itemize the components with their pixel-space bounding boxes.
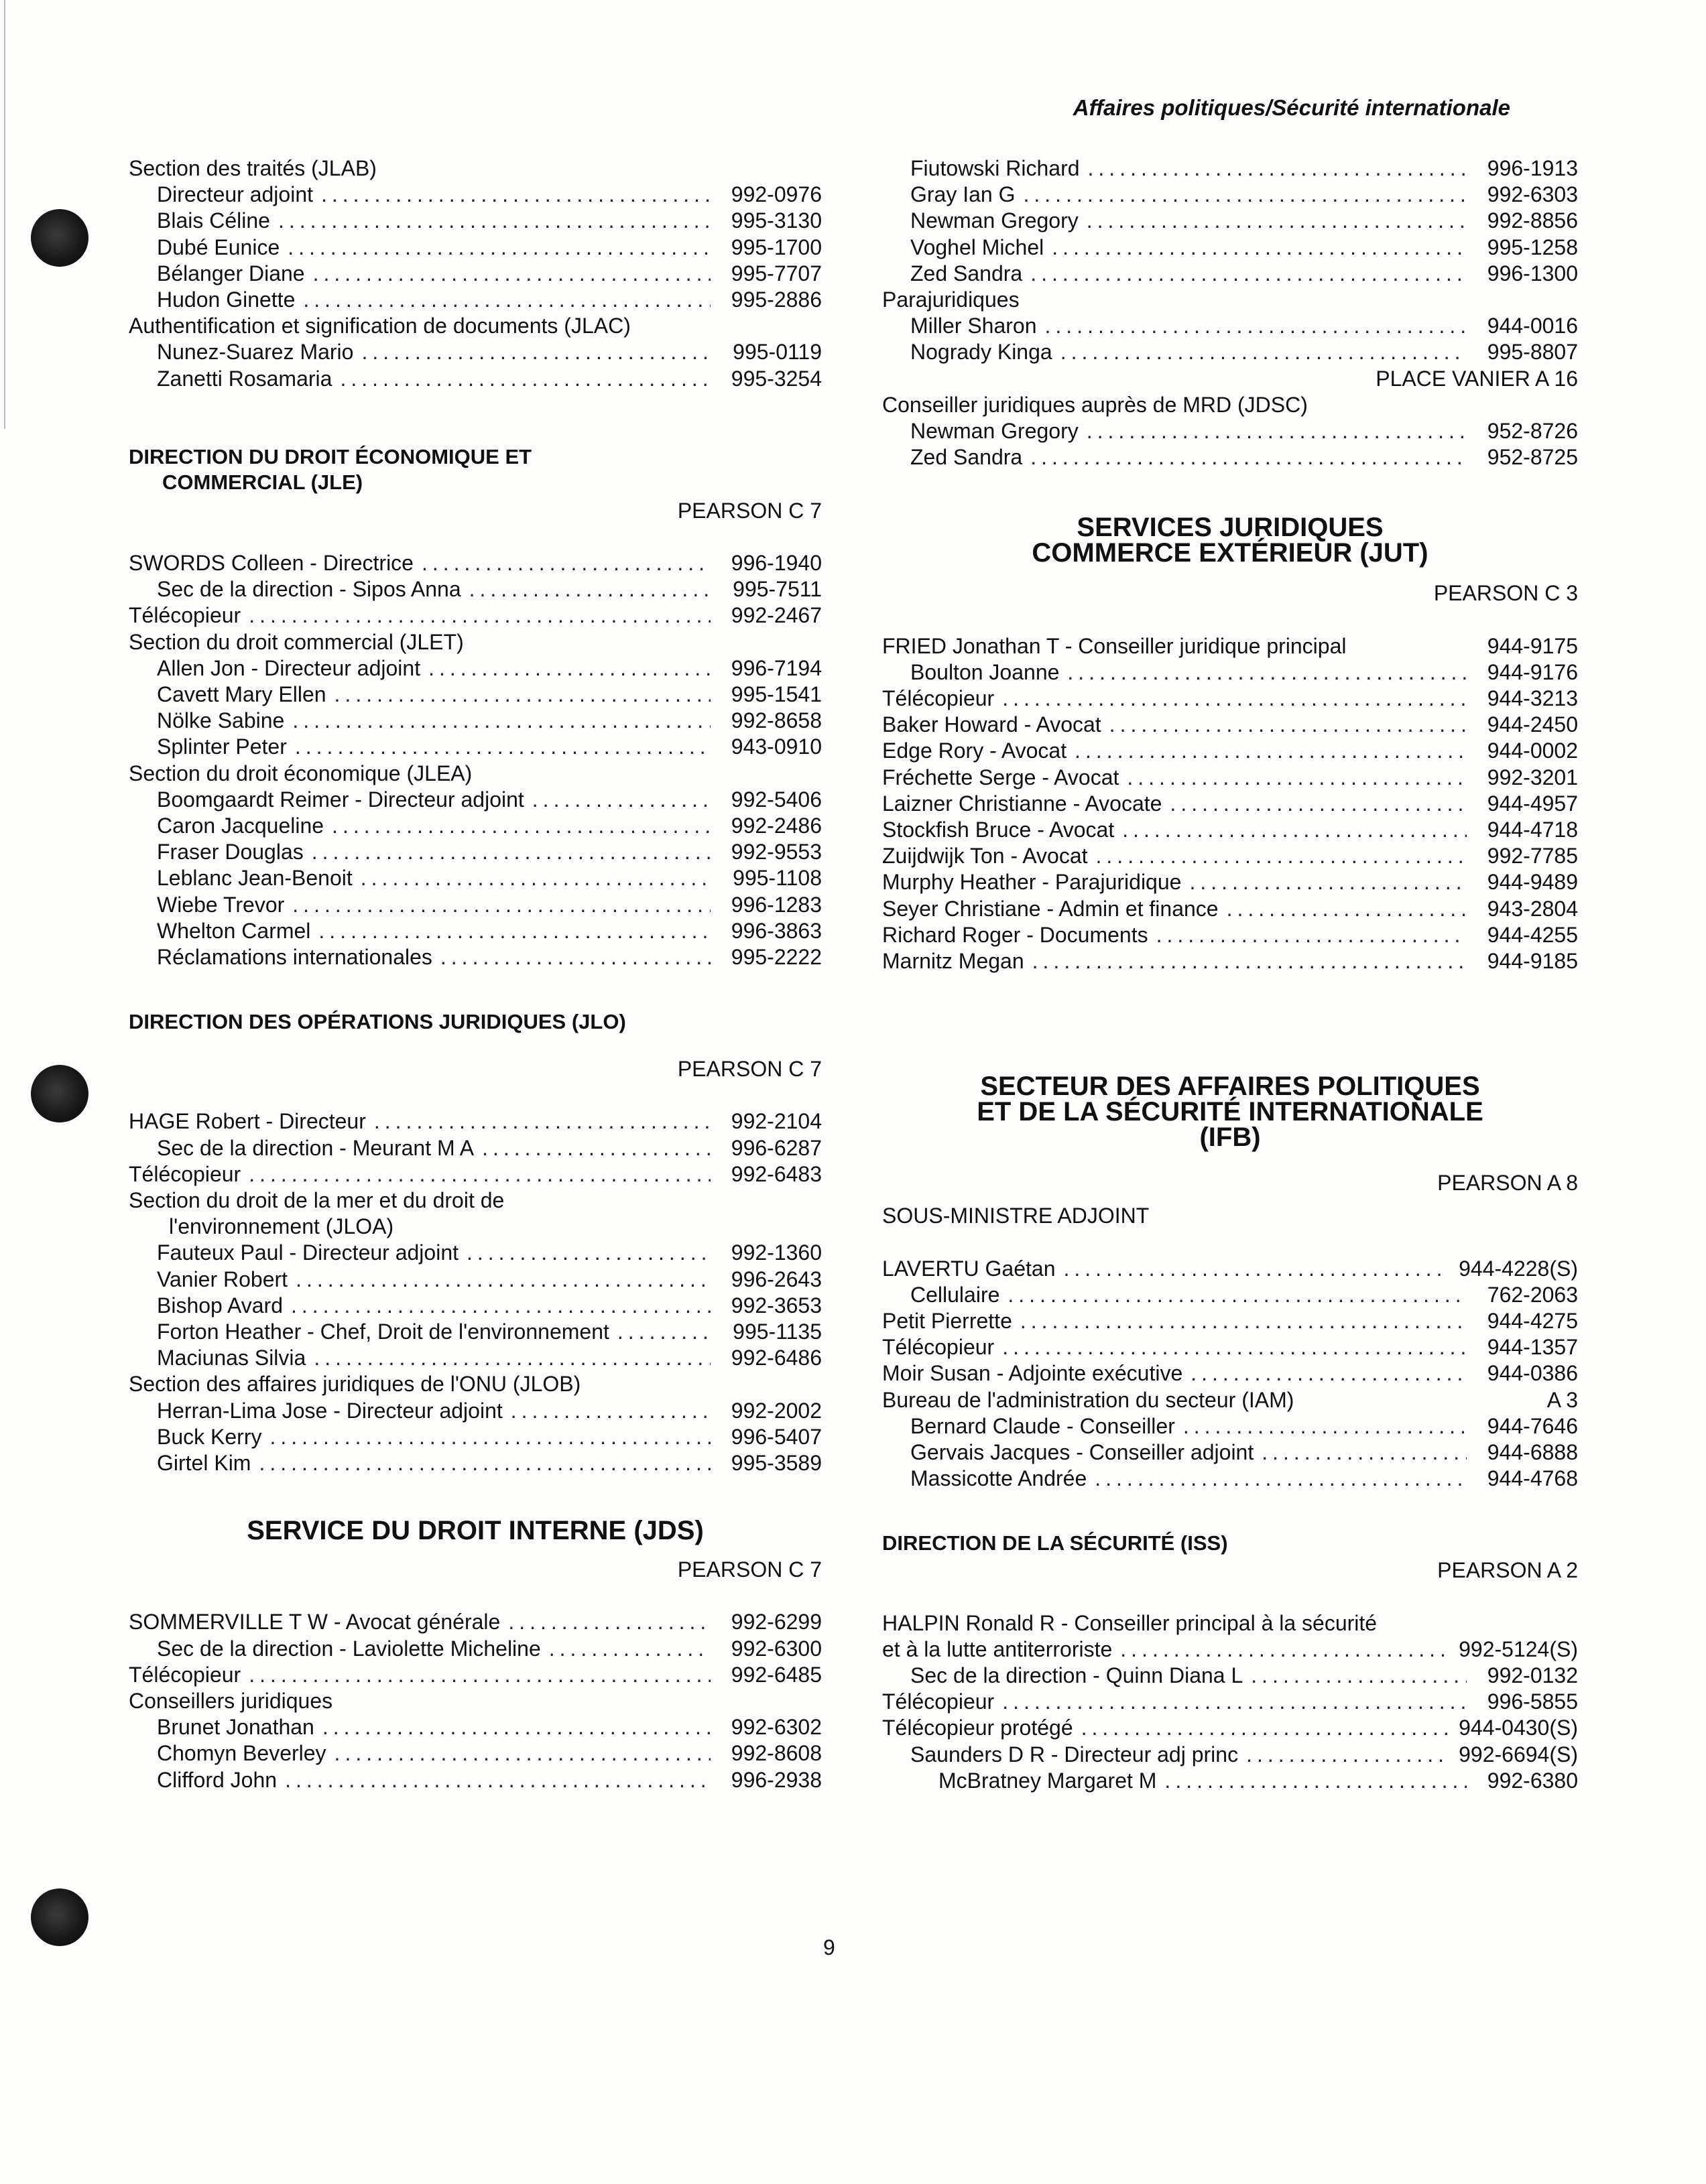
- directory-entry: [882, 817, 1578, 843]
- entry-list: [882, 155, 1578, 287]
- dot-leader: [1156, 922, 1467, 948]
- dot-leader: [1075, 738, 1467, 764]
- entry-phone: 996-2643: [731, 1267, 822, 1291]
- entry-phone: 996-1283: [731, 892, 822, 917]
- scan-edge: [4, 0, 5, 429]
- entry-phone: 992-8608: [731, 1741, 822, 1766]
- entry-phone: 944-7646: [1487, 1413, 1578, 1438]
- dot-leader: [321, 182, 711, 208]
- entry-name: Marnitz Megan: [882, 948, 1024, 973]
- directorate-title: DIRECTION DE LA SÉCURITÉ (ISS): [882, 1531, 1228, 1555]
- entry-name: Boomgaardt Reimer - Directeur adjoint: [157, 787, 524, 812]
- directory-entry: [129, 865, 822, 891]
- directory-entry: et à la lutte antiterroriste ..... 992-5124(S): [882, 1636, 1578, 1663]
- dot-leader: [313, 261, 711, 287]
- entry-phone: 992-2486: [731, 813, 822, 838]
- dot-leader: [332, 813, 711, 839]
- dot-leader: [1087, 418, 1467, 444]
- directory-entry: [129, 339, 822, 365]
- entry-name: Zanetti Rosamaria: [157, 366, 332, 391]
- entry-phone: 952-8725: [1487, 445, 1578, 470]
- entry-phone: 996-2938: [731, 1767, 822, 1792]
- directory-entry: [129, 1319, 822, 1345]
- entry-name: Télécopieur: [882, 686, 995, 710]
- entry-list: [129, 1714, 822, 1793]
- punch-hole: [31, 1065, 88, 1122]
- dot-leader: [1045, 313, 1467, 339]
- directory-entry: Télécopieur ..... 992-6483: [129, 1161, 822, 1187]
- directory-entry: [882, 339, 1578, 365]
- entry-name: Herran-Lima Jose - Directeur adjoint: [157, 1398, 503, 1423]
- location: PEARSON A 8: [1437, 1171, 1578, 1196]
- entry-name: Stockfish Bruce - Avocat: [882, 817, 1115, 842]
- dot-leader: [1088, 155, 1467, 182]
- entry-name: Nunez-Suarez Mario: [157, 340, 354, 365]
- entry-phone: 995-3254: [731, 366, 822, 391]
- dot-leader: [1189, 869, 1467, 895]
- dot-leader: [291, 1293, 711, 1319]
- dot-leader: [1030, 444, 1467, 470]
- entry-phone: 995-7707: [731, 261, 822, 285]
- dot-leader: [1095, 1466, 1467, 1492]
- directory-entry: [129, 918, 822, 944]
- dot-leader: [322, 1714, 711, 1740]
- dot-leader: [312, 839, 711, 865]
- directory-entry: [882, 843, 1578, 869]
- directory-entry: [882, 869, 1578, 895]
- entry-phone: 995-3589: [731, 1450, 822, 1475]
- entry-name: Nogrady Kinga: [910, 340, 1052, 365]
- dot-leader: [1227, 896, 1467, 922]
- entry-name: Fauteux Paul - Directeur adjoint: [157, 1240, 459, 1265]
- directory-entry: [882, 418, 1578, 444]
- entry-phone: 995-3130: [731, 208, 822, 233]
- entry-name: Bishop Avard: [157, 1293, 283, 1318]
- directory-entry: [882, 155, 1578, 182]
- entry-name: Bernard Claude - Conseiller: [910, 1413, 1175, 1438]
- entry-phone: 995-1541: [731, 682, 822, 706]
- directory-entry: [129, 1714, 822, 1740]
- dot-leader: [1024, 182, 1467, 208]
- directory-entry: FRIED Jonathan T - Conseiller juridique principal 944-9175: [882, 633, 1578, 658]
- dot-leader: [292, 708, 711, 734]
- entry-name: Splinter Peter: [157, 734, 287, 759]
- entry-name: Cavett Mary Ellen: [157, 682, 326, 706]
- entry-phone: 944-4718: [1487, 817, 1578, 842]
- dot-leader: [295, 734, 711, 760]
- directory-entry: [129, 208, 822, 234]
- entry-name: Whelton Carmel: [157, 918, 311, 943]
- entry-phone: 943-2804: [1487, 896, 1578, 921]
- directory-entry: [129, 1240, 822, 1266]
- dot-leader: [303, 287, 711, 313]
- directory-entry: [882, 313, 1578, 339]
- entry-phone: 992-3653: [731, 1293, 822, 1318]
- directory-entry: Sec de la direction - Sipos Anna ..... 995-7511: [129, 576, 822, 602]
- entry-name: Petit Pierrette: [882, 1309, 1012, 1333]
- entry-phone: 944-1357: [1487, 1335, 1578, 1360]
- dot-leader: [1032, 948, 1467, 974]
- directory-entry: [882, 686, 1578, 712]
- entry-name: Miller Sharon: [910, 314, 1037, 338]
- directory-entry: [882, 1360, 1578, 1387]
- entry-list: [882, 313, 1578, 365]
- directory-entry: Saunders D R - Directeur adj princ ..... 992-6694(S): [882, 1742, 1578, 1768]
- entry-name: Zed Sandra: [910, 445, 1023, 470]
- directory-entry: [129, 655, 822, 682]
- directory-entry: [882, 1413, 1578, 1439]
- running-header: Affaires politiques/Sécurité internationale: [1073, 95, 1510, 120]
- entry-name: Maciunas Silvia: [157, 1346, 306, 1370]
- directory-entry: Bureau de l'administration du secteur (IAM) A 3: [882, 1387, 1578, 1412]
- entry-name: Nölke Sabine: [157, 708, 285, 733]
- entry-phone: 995-1135: [733, 1319, 822, 1344]
- entry-phone: 992-1360: [731, 1240, 822, 1265]
- directory-entry: [882, 738, 1578, 764]
- dot-leader: [1087, 208, 1467, 234]
- entry-phone: 944-0016: [1487, 314, 1578, 338]
- sector-title: (IFB): [1199, 1122, 1261, 1153]
- entry-name: Gray Ian G: [910, 182, 1016, 207]
- location: PEARSON C 7: [677, 1057, 822, 1082]
- entry-phone: 995-2222: [731, 944, 822, 969]
- directory-entry: [129, 682, 822, 708]
- entry-phone: 992-5406: [731, 787, 822, 812]
- dot-leader: [617, 1319, 711, 1345]
- directory-entry: [882, 208, 1578, 234]
- directory-entry: Télécopieur protégé ..... 944-0430(S): [882, 1715, 1578, 1741]
- entry-name: Voghel Michel: [910, 235, 1044, 259]
- entry-name: Télécopieur: [882, 1335, 995, 1360]
- entry-list: [129, 1398, 822, 1477]
- entry-name: Laizner Christianne - Avocate: [882, 791, 1162, 816]
- entry-phone: 992-8856: [1487, 208, 1578, 233]
- directory-entry: [129, 1267, 822, 1293]
- entry-list: [129, 339, 822, 391]
- dot-leader: [1020, 1308, 1467, 1334]
- directory-entry: LAVERTU Gaétan ..... 944-4228(S): [882, 1256, 1578, 1282]
- dot-leader: [1122, 817, 1467, 843]
- section-title: Section du droit économique (JLEA): [129, 761, 473, 785]
- entry-name: Gervais Jacques - Conseiller adjoint: [910, 1439, 1254, 1464]
- section-title: SOUS-MINISTRE ADJOINT: [882, 1204, 1150, 1228]
- directory-entry: Sec de la direction - Meurant M A ..... 996-6287: [129, 1135, 822, 1161]
- location: PEARSON C 7: [677, 498, 822, 523]
- directory-entry: [882, 948, 1578, 974]
- entry-name: Caron Jacqueline: [157, 813, 324, 838]
- directory-entry: [129, 892, 822, 918]
- directory-entry: [882, 1466, 1578, 1492]
- entry-name: Leblanc Jean-Benoit: [157, 866, 353, 891]
- right-column: [882, 155, 1578, 1794]
- entry-name: Baker Howard - Avocat: [882, 712, 1101, 737]
- entry-phone: 995-8807: [1487, 340, 1578, 365]
- dot-leader: [278, 208, 711, 234]
- dot-leader: [361, 339, 711, 365]
- directory-entry: [129, 734, 822, 760]
- entry-phone: 944-0386: [1487, 1361, 1578, 1386]
- directory-entry: [129, 182, 822, 208]
- entry-phone: 944-2450: [1487, 712, 1578, 737]
- directory-entry: [129, 787, 822, 813]
- location: PEARSON A 2: [1437, 1558, 1578, 1583]
- service-title: COMMERCE EXTÉRIEUR (JUT): [1032, 538, 1428, 568]
- directory-entry: [882, 922, 1578, 948]
- entry-name: Clifford John: [157, 1767, 278, 1792]
- directory-entry: [882, 235, 1578, 261]
- entry-list: [882, 418, 1578, 470]
- dot-leader: [1183, 1413, 1467, 1439]
- section-title: Section des affaires juridiques de l'ONU (JLOB): [129, 1372, 581, 1397]
- directory-entry: [882, 896, 1578, 922]
- directory-entry: Télécopieur ..... 992-6485: [129, 1662, 822, 1688]
- entry-phone: 995-2886: [731, 287, 822, 312]
- dot-leader: [428, 655, 711, 682]
- entry-name: Edge Rory - Avocat: [882, 738, 1067, 763]
- directory-entry: [882, 791, 1578, 817]
- entry-phone: 944-9489: [1487, 870, 1578, 895]
- entry-phone: 992-7785: [1487, 844, 1578, 869]
- directory-entry: [129, 839, 822, 865]
- directory-entry: McBratney Margaret M ..... 992-6380: [882, 1768, 1578, 1794]
- service-title: SERVICE DU DROIT INTERNE (JDS): [247, 1516, 704, 1546]
- dot-leader: [269, 1424, 711, 1450]
- directory-entry: [129, 1293, 822, 1319]
- dot-leader: [511, 1398, 711, 1424]
- entry-name: Brunet Jonathan: [157, 1715, 314, 1740]
- entry-phone: 943-0910: [731, 734, 822, 759]
- directorate-title: DIRECTION DU DROIT ÉCONOMIQUE ET: [129, 444, 532, 468]
- entry-phone: 992-2002: [731, 1398, 822, 1423]
- entry-phone: 992-3201: [1487, 765, 1578, 789]
- entry-phone: 995-0119: [733, 340, 822, 365]
- entry-name: Girtel Kim: [157, 1450, 251, 1475]
- entry-name: Dubé Eunice: [157, 235, 280, 259]
- dot-leader: [1170, 791, 1467, 817]
- entry-name: Richard Roger - Documents: [882, 922, 1148, 947]
- entry-list: [129, 655, 822, 761]
- punch-hole: [31, 209, 88, 267]
- entry-name: Zed Sandra: [910, 261, 1023, 285]
- section-title: Conseillers juridiques: [129, 1689, 333, 1713]
- dot-leader: [361, 865, 711, 891]
- entry-list: [882, 686, 1578, 974]
- sector-title: ET DE LA SÉCURITÉ INTERNATIONALE: [977, 1097, 1483, 1127]
- entry-name: Massicotte Andrée: [910, 1466, 1087, 1491]
- directory-entry: [129, 1398, 822, 1424]
- section-title: Section des traités (JLAB): [129, 156, 377, 180]
- directory-entry: [129, 261, 822, 287]
- entry-name: Vanier Robert: [157, 1267, 288, 1291]
- entry-phone: 992-9553: [731, 840, 822, 864]
- entry-name: Newman Gregory: [910, 418, 1079, 443]
- entry-phone: 992-6486: [731, 1346, 822, 1370]
- dot-leader: [292, 892, 711, 918]
- dot-leader: [340, 366, 711, 392]
- dot-leader: [1030, 261, 1467, 287]
- sector-title: SECTEUR DES AFFAIRES POLITIQUES: [980, 1072, 1480, 1102]
- directory-entry: [882, 765, 1578, 791]
- directory-entry: [882, 182, 1578, 208]
- dot-leader: [1002, 686, 1467, 712]
- entry-name: Fiutowski Richard: [910, 156, 1080, 180]
- entry-name: Murphy Heather - Parajuridique: [882, 870, 1182, 895]
- entry-list: [129, 1240, 822, 1371]
- directory-entry: [129, 1767, 822, 1793]
- entry-phone: 996-7194: [731, 655, 822, 680]
- entry-name: Wiebe Trevor: [157, 892, 285, 917]
- entry-phone: 944-4255: [1487, 922, 1578, 947]
- dot-leader: [285, 1767, 711, 1793]
- directory-entry: SWORDS Colleen - Directrice ..... 996-1940: [129, 550, 822, 576]
- section-title: l'environnement (JLOA): [169, 1214, 394, 1239]
- entry-phone: 995-1108: [733, 866, 822, 891]
- dot-leader: [314, 1345, 711, 1371]
- directory-entry: SOMMERVILLE T W - Avocat générale ..... 992-6299: [129, 1609, 822, 1635]
- dot-leader: [318, 918, 711, 944]
- entry-name: Allen Jon - Directeur adjoint: [157, 655, 421, 680]
- entry-phone: 992-8658: [731, 708, 822, 733]
- entry-list: [129, 787, 822, 970]
- section-title: Parajuridiques: [882, 287, 1020, 312]
- dot-leader: [1096, 843, 1467, 869]
- dot-leader: [1052, 235, 1467, 261]
- location: PLACE VANIER A 16: [1376, 366, 1578, 391]
- directory-entry: [129, 1450, 822, 1476]
- directory-entry: [882, 261, 1578, 287]
- directory-entry: [129, 366, 822, 392]
- entry-name: Moir Susan - Adjointe exécutive: [882, 1361, 1183, 1386]
- section-title: Section du droit commercial (JLET): [129, 629, 464, 654]
- entry-name: Seyer Christiane - Admin et finance: [882, 896, 1219, 921]
- dot-leader: [1191, 1360, 1467, 1387]
- entry-phone: 996-1300: [1487, 261, 1578, 285]
- entry-name: Directeur adjoint: [157, 182, 313, 207]
- dot-leader: [334, 1740, 711, 1767]
- entry-list: [882, 1413, 1578, 1492]
- directory-entry: [129, 1345, 822, 1371]
- entry-phone: 944-6888: [1487, 1439, 1578, 1464]
- location: PEARSON C 3: [1433, 581, 1578, 606]
- dot-leader: [288, 235, 711, 261]
- punch-hole: [31, 1888, 88, 1946]
- entry-phone: 952-8726: [1487, 418, 1578, 443]
- dot-leader: [1127, 765, 1467, 791]
- entry-phone: 995-1258: [1487, 235, 1578, 259]
- entry-list: [882, 1308, 1578, 1387]
- directory-entry: Sec de la direction - Quinn Diana L ..... 992-0132: [882, 1663, 1578, 1689]
- directory-entry: [129, 235, 822, 261]
- left-column: [129, 155, 822, 1793]
- entry-name: Réclamations internationales: [157, 944, 432, 969]
- entry-name: Blais Céline: [157, 208, 270, 233]
- page-number: 9: [823, 1935, 835, 1960]
- directory-entry: [882, 712, 1578, 738]
- directory-entry: HAGE Robert - Directeur ..... 992-2104: [129, 1108, 822, 1135]
- entry-phone: 996-5407: [731, 1424, 822, 1449]
- entry-name: Newman Gregory: [910, 208, 1079, 233]
- directory-entry: [882, 1439, 1578, 1466]
- dot-leader: [1002, 1334, 1467, 1360]
- dot-leader: [334, 682, 711, 708]
- directory-entry: [129, 1740, 822, 1767]
- entry-phone: 992-6302: [731, 1715, 822, 1740]
- directorate-title: DIRECTION DES OPÉRATIONS JURIDIQUES (JLO): [129, 1010, 626, 1034]
- section-title: Authentification et signification de documents (JLAC): [129, 314, 631, 338]
- section-title: Section du droit de la mer et du droit de: [129, 1188, 505, 1212]
- entry-name: Buck Kerry: [157, 1424, 262, 1449]
- dot-leader: [440, 944, 711, 970]
- entry-phone: 992-0976: [731, 182, 822, 207]
- entry-phone: 992-6303: [1487, 182, 1578, 207]
- entry-name: Bélanger Diane: [157, 261, 305, 285]
- directory-entry: [129, 813, 822, 839]
- directory-entry: Télécopieur ..... 992-2467: [129, 602, 822, 629]
- entry-phone: 944-4957: [1487, 791, 1578, 816]
- dot-leader: [1262, 1439, 1467, 1466]
- directory-entry: Télécopieur ..... 996-5855: [882, 1689, 1578, 1715]
- directory-entry: [129, 944, 822, 970]
- directory-entry: [882, 1334, 1578, 1360]
- dot-leader: [467, 1240, 711, 1266]
- dot-leader: [1060, 339, 1467, 365]
- entry-phone: 995-1700: [731, 235, 822, 259]
- entry-phone: 944-4275: [1487, 1309, 1578, 1333]
- entry-phone: 944-4768: [1487, 1466, 1578, 1491]
- entry-name: Fréchette Serge - Avocat: [882, 765, 1119, 789]
- entry-phone: 944-0002: [1487, 738, 1578, 763]
- entry-name: Forton Heather - Chef, Droit de l'environnement: [157, 1319, 609, 1344]
- entry-name: Chomyn Beverley: [157, 1741, 326, 1766]
- service-title: SERVICES JURIDIQUES: [1077, 513, 1384, 543]
- section-title: Conseiller juridiques auprès de MRD (JDSC): [882, 392, 1308, 417]
- entry-list: [129, 182, 822, 313]
- dot-leader: [532, 787, 711, 813]
- directory-entry: Boulton Joanne ..... 944-9176: [882, 659, 1578, 686]
- dot-leader: [259, 1450, 711, 1476]
- directory-entry: [882, 1308, 1578, 1334]
- directory-entry: [129, 708, 822, 734]
- location: PEARSON C 7: [677, 1557, 822, 1582]
- entry-phone: 996-3863: [731, 918, 822, 943]
- entry-name: Fraser Douglas: [157, 840, 304, 864]
- dot-leader: [1109, 712, 1467, 738]
- entry-name: Hudon Ginette: [157, 287, 296, 312]
- directory-entry: [129, 287, 822, 313]
- directory-entry: [129, 1424, 822, 1450]
- directory-entry: HALPIN Ronald R - Conseiller principal à la sécurité: [882, 1610, 1378, 1635]
- entry-phone: 944-9185: [1487, 948, 1578, 973]
- dot-leader: [296, 1267, 711, 1293]
- directory-entry: [882, 444, 1578, 470]
- entry-phone: 996-1913: [1487, 156, 1578, 180]
- directory-entry: Cellulaire ..... 762-2063: [882, 1282, 1578, 1308]
- directorate-title: COMMERCIAL (JLE): [162, 470, 363, 494]
- directory-entry: Sec de la direction - Laviolette Micheline ..... 992-6300: [129, 1636, 822, 1662]
- entry-phone: 944-3213: [1487, 686, 1578, 710]
- entry-name: Zuijdwijk Ton - Avocat: [882, 844, 1088, 869]
